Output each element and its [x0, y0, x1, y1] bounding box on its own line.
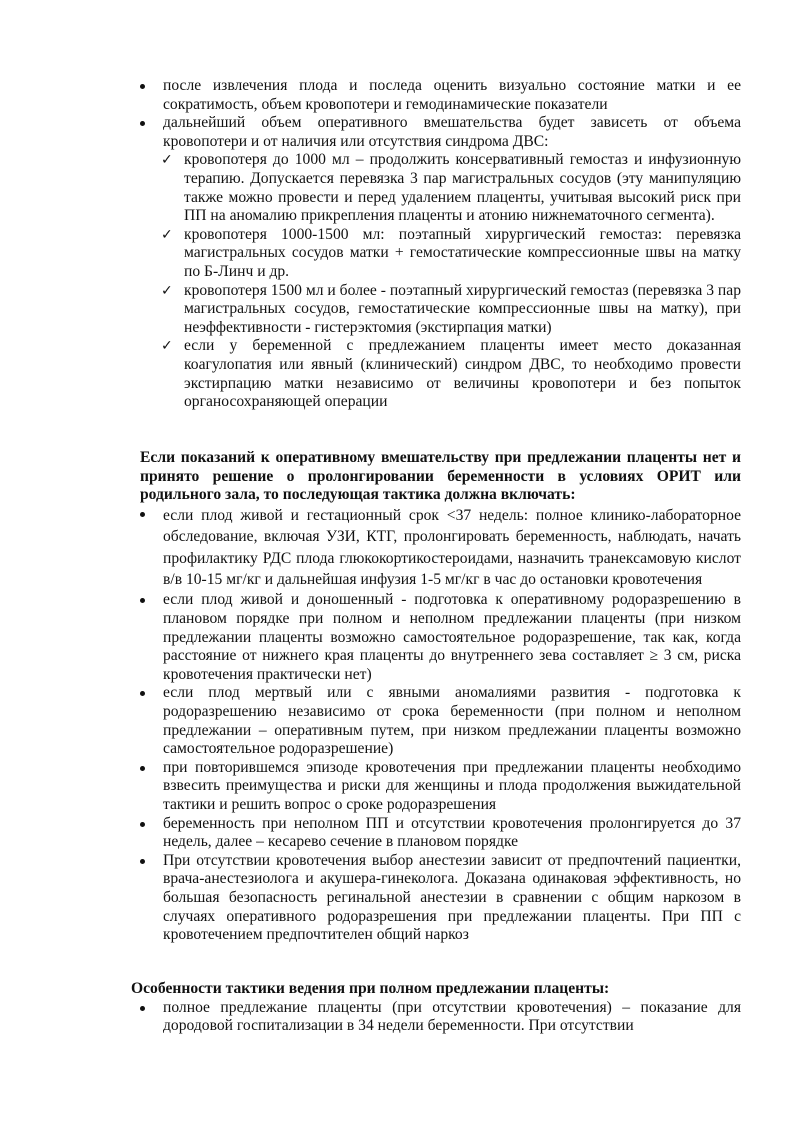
- section-intraoperative: [0, 77, 741, 412]
- list-item-text: если плод живой и гестационный срок <37 недель: полное клинико-лабораторное обследование, включая УЗИ, КТГ, пролонгировать беременность, наблюдать, начать профилактику РДС плода глюкокортикостероидами, назначить транексамовую кислот в/в 10-15 мг/кг и дальнейшая инфузия 1-5 мг/кг в час до остановки кровотечения: [163, 506, 741, 588]
- list-item-text: дальнейший объем оперативного вмешательства будет зависеть от объема кровопотери и от наличия или отсутствия синдрома ДВС:: [163, 114, 741, 150]
- bullet-list: [0, 77, 741, 412]
- list-item: [163, 505, 741, 591]
- list-item-text: полное предлежание плаценты (при отсутствии кровотечения) – показание для дородовой госпитализации в 34 недели беременности. При отсутствии: [163, 998, 741, 1035]
- checkmark-icon: ✓: [161, 152, 173, 169]
- section-heading: Если показаний к оперативному вмешательству при предлежании плаценты нет и принято решение о пролонгировании беременности в условиях ОРИТ или родильного зала, то последующая тактика должна включать:: [140, 449, 741, 504]
- check-item-text: кровопотеря 1500 мл и более - поэтапный хирургический гемостаз (перевязка 3 пар магистральных сосудов, гемостатические компрессионные швы на матку), при неэффективности - гистерэктомия (экстирпация матки): [184, 281, 741, 336]
- checkmark-list: [163, 151, 741, 411]
- list-item-text: При отсутствии кровотечения выбор анестезии зависит от предпочтений пациентки, врача-анестезиолога и акушера-гинеколога. Доказана одинаковая эффективность, но большая безопасность регинальной анестезии в сравнении с общим наркозом в случаях оперативного родоразрешения при предлежании плаценты. При ПП с кровотечением предпочтителен общий наркоз: [163, 851, 741, 944]
- bullet-list: [0, 505, 741, 945]
- check-item: [161, 151, 741, 225]
- checkmark-icon: ✓: [161, 226, 173, 243]
- list-item: [163, 815, 741, 852]
- list-item: [163, 852, 741, 945]
- check-item: [161, 281, 741, 338]
- bullet-list: [0, 999, 741, 1036]
- list-item-text: если плод живой и доношенный - подготовка к оперативному родоразрешению в плановом порядке при полном и неполном предлежании плаценты (при низком предлежании плаценты возможно самостоятельное родоразрешение, так как, когда расстояние от нижнего края плаценты до внутреннего зева составляет ≥ 3 см, риска кровотечения практически нет): [163, 591, 741, 683]
- section-prolongation: [0, 449, 741, 945]
- check-item-text: кровопотеря 1000-1500 мл: поэтапный хирургический гемостаз: перевязка магистральных сосудов матки + гемостатические компрессионные швы на матку по Б-Линч и др.: [184, 225, 741, 280]
- section-heading: Особенности тактики ведения при полном предлежании плаценты:: [131, 980, 610, 997]
- check-item-text: кровопотеря до 1000 мл – продолжить консервативный гемостаз и инфузионную терапию. Допускается перевязка 3 пар магистральных сосудов (эту манипуляцию также можно провести и перед удалением плаценты, учитывая высокий риск при ПП на аномалию прикрепления плаценты и атонию нижнематочного сегмента).: [184, 151, 741, 225]
- list-item-text: после извлечения плода и последа оценить визуально состояние матки и ее сократимость, объем кровопотери и гемодинамические показатели: [163, 77, 741, 113]
- list-item: [163, 114, 741, 412]
- checkmark-icon: ✓: [161, 338, 173, 355]
- list-item-text: при повторившемся эпизоде кровотечения при предлежании плаценты необходимо взвесить преимущества и риски для женщины и плода продолжения выжидательной тактики и решить вопрос о сроке родоразрешения: [163, 758, 741, 813]
- check-item-text: если у беременной с предлежанием плаценты имеет место доказанная коагулопатия или явный (клинический) синдром ДВС, то необходимо провести экстирпацию матки независимо от величины кровопотери и без попыток органосохраняющей операции: [184, 337, 741, 411]
- section-complete-previa: [0, 980, 741, 1036]
- list-item: [163, 591, 741, 684]
- check-item: [161, 225, 741, 282]
- list-item: [163, 999, 741, 1036]
- checkmark-icon: ✓: [161, 282, 173, 299]
- list-item-text: беременность при неполном ПП и отсутствии кровотечения пролонгируется до 37 недель, далее – кесарево сечение в плановом порядке: [163, 814, 741, 851]
- list-item: [163, 77, 741, 114]
- list-item-text: если плод мертвый или с явными аномалиями развития - подготовка к родоразрешению независимо от срока беременности (при полном и неполном предлежании – оперативным путем, при низком предлежании плаценты возможно самостоятельное родоразрешение): [163, 684, 741, 758]
- list-item: [163, 684, 741, 758]
- list-item: [163, 759, 741, 815]
- check-item: [161, 337, 741, 411]
